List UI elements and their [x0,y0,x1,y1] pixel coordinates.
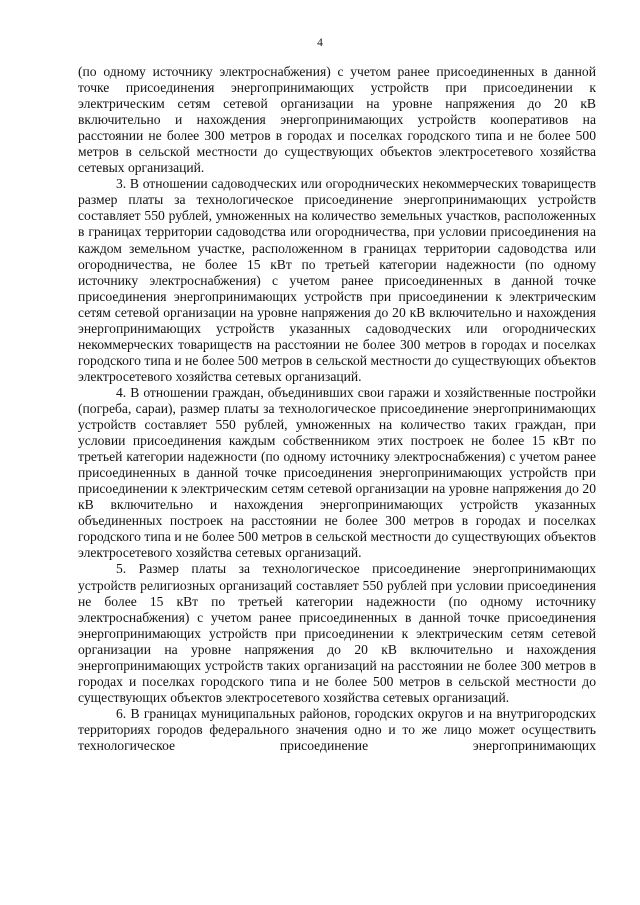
paragraph-item-4: 4. В отношении граждан, объединивших свои гаражи и хозяйственные постройки (погреба, сараи), размер платы за технологическое присоединение энергопринимающих устройств составляет 550 рублей, умноженных на количество таких граждан, при условии присоединения каждым собственником этих построек не более 15 кВт по третьей категории надежности (по одному источнику электроснабжения) с учетом ранее присоединенных в данной точке присоединения энергопринимающих устройств при присоединении к электрическим сетям сетевой организации на уровне напряжения до 20 кВ включительно и нахождения энергопринимающих устройств указанных объединенных построек на расстоянии не более 300 метров в городах и поселках городского типа и не более 500 метров в сельской местности до существующих объектов электросетевого хозяйства сетевых организаций. [78,384,596,561]
paragraph-item-3: 3. В отношении садоводческих или огороднических некоммерческих товариществ размер платы за технологическое присоединение энергопринимающих устройств составляет 550 рублей, умноженных на количество земельных участков, расположенных в границах территории садоводства или огородничества, при условии присоединения на каждом земельном участке, расположенном в границах территории садоводства или огородничества, не более 15 кВт по третьей категории надежности (по одному источнику электроснабжения) с учетом ранее присоединенных в данной точке присоединения энергопринимающих устройств при присоединении к электрическим сетям сетевой организации на уровне напряжения до 20 кВ включительно и нахождения энергопринимающих устройств указанных садоводческих или огороднических некоммерческих товариществ на расстоянии не более 300 метров в городах и поселках городского типа и не более 500 метров в сельской местности до существующих объектов электросетевого хозяйства сетевых организаций. [78,176,596,384]
page-number: 4 [317,37,323,49]
document-body [78,64,596,754]
paragraph-item-6: 6. В границах муниципальных районов, городских округов и на внутригородских территориях городов федерального значения одно и то же лицо может осуществить технологическое присоединение энергопринимающих [78,705,596,753]
paragraph-continuation: (по одному источнику электроснабжения) с учетом ранее присоединенных в данной точке присоединения энергопринимающих устройств при присоединении к электрическим сетям сетевой организации на уровне напряжения до 20 кВ включительно и нахождения энергопринимающих устройств кооперативов на расстоянии не более 300 метров в городах и поселках городского типа и не более 500 метров в сельской местности до существующих объектов электросетевого хозяйства сетевых организаций. [78,64,596,176]
paragraph-item-5: 5. Размер платы за технологическое присоединение энергопринимающих устройств религиозных организаций составляет 550 рублей при условии присоединения не более 15 кВт по третьей категории надежности (по одному источнику электроснабжения) с учетом ранее присоединенных в данной точке присоединения энергопринимающих устройств при присоединении к электрическим сетям сетевой организации на уровне напряжения до 20 кВ включительно и нахождения энергопринимающих устройств таких организаций на расстоянии не более 300 метров в городах и поселках городского типа и не более 500 метров в сельской местности до существующих объектов электросетевого хозяйства сетевых организаций. [78,561,596,705]
